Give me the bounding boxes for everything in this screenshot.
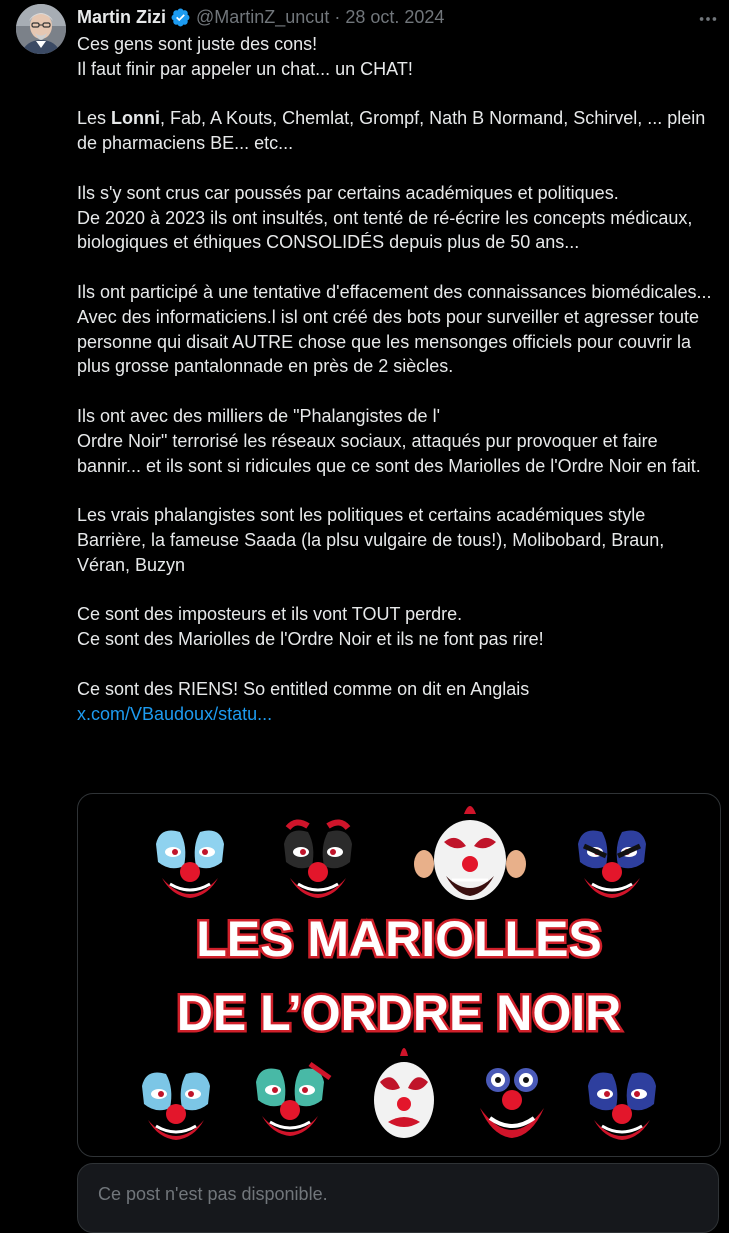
avatar[interactable] (16, 4, 66, 54)
clown-icon (374, 1048, 434, 1138)
names-bold: Lonni (111, 108, 161, 129)
more-options-button[interactable] (695, 6, 721, 32)
post-paragraph-last (77, 677, 717, 727)
header-separator: · (334, 6, 341, 27)
post-paragraph: Ces gens sont juste des cons! Il faut finir par appeler un chat... un CHAT! (77, 34, 413, 79)
clown-icon (284, 822, 352, 898)
post-paragraph: Ce sont des imposteurs et ils vont TOUT perdre. Ce sont des Mariolles de l'Ordre Noir et ils ne font pas rire! (77, 604, 544, 650)
poster-title-line2: DE L’ORDRE NOIR (176, 985, 622, 1041)
post-image[interactable] (77, 793, 721, 1157)
post-text (77, 32, 717, 726)
post-paragraph: Ils ont participé à une tentative d'effacement des connaissances biomédicales... Avec des informaticiens.l isl ont créé des bots pour surveiller et agresser toute personne qui disait AUTRE chose que les mensonges officiels pour couvrir la plus grosse pantalonnade en près de 2 siècles. (77, 281, 712, 377)
names-lead: Les (77, 108, 112, 129)
post-paragraph: Les vrais phalangistes sont les politiques et certains académiques style Barrière, la fameuse Saada (la plsu vulgaire de tous!), Molibobard, Braun, Véran, Buzyn (77, 505, 665, 575)
poster-title-line1: LES MARIOLLES (196, 911, 602, 967)
post-paragraph: Ils ont avec des milliers de "Phalangistes de l' Ordre Noir" terrorisé les réseaux sociaux, attaqués pur provoquer et faire bannir... et ils sont si ridicules que ce sont des Mariolles de l'Ordre Noir en fait. (77, 405, 701, 476)
clown-icon (156, 831, 224, 899)
quote-unavailable-text: Ce post n'est pas disponible. (98, 1184, 328, 1204)
post-paragraph: Ils s'y sont crus car poussés par certains académiques et politiques. De 2020 à 2023 ils ont insultés, ont tenté de ré-écrire les concepts médicaux, biologiques et éthiques CONSOLIDÉS depuis plus de 50 ans... (77, 182, 693, 253)
clown-icon (578, 831, 646, 899)
clown-icon (142, 1073, 210, 1141)
quoted-post-unavailable (77, 1163, 719, 1233)
tweet-header (77, 5, 444, 29)
clown-poster-image (78, 794, 720, 1156)
post-paragraph: Ce sont des RIENS! So entitled comme on dit en Anglais (77, 678, 530, 699)
author-handle[interactable]: @MartinZ_uncut (196, 6, 330, 27)
clown-icon (256, 1064, 330, 1136)
more-dots-icon (697, 8, 719, 30)
clown-icon (480, 1068, 544, 1138)
clown-icon (414, 806, 526, 900)
quoted-post-link[interactable]: x.com/VBaudoux/statu... (77, 703, 273, 724)
author-name[interactable]: Martin Zizi (77, 6, 166, 27)
verified-badge-icon (170, 7, 191, 28)
names-rest: , Fab, A Kouts, Chemlat, Grompf, Nath B Normand, Schirvel, ... plein de pharmaciens BE... etc... (77, 108, 706, 154)
post-date[interactable]: 28 oct. 2024 (345, 6, 445, 27)
avatar-photo (16, 4, 66, 54)
post-paragraph-names (77, 106, 717, 156)
clown-icon (588, 1073, 656, 1141)
